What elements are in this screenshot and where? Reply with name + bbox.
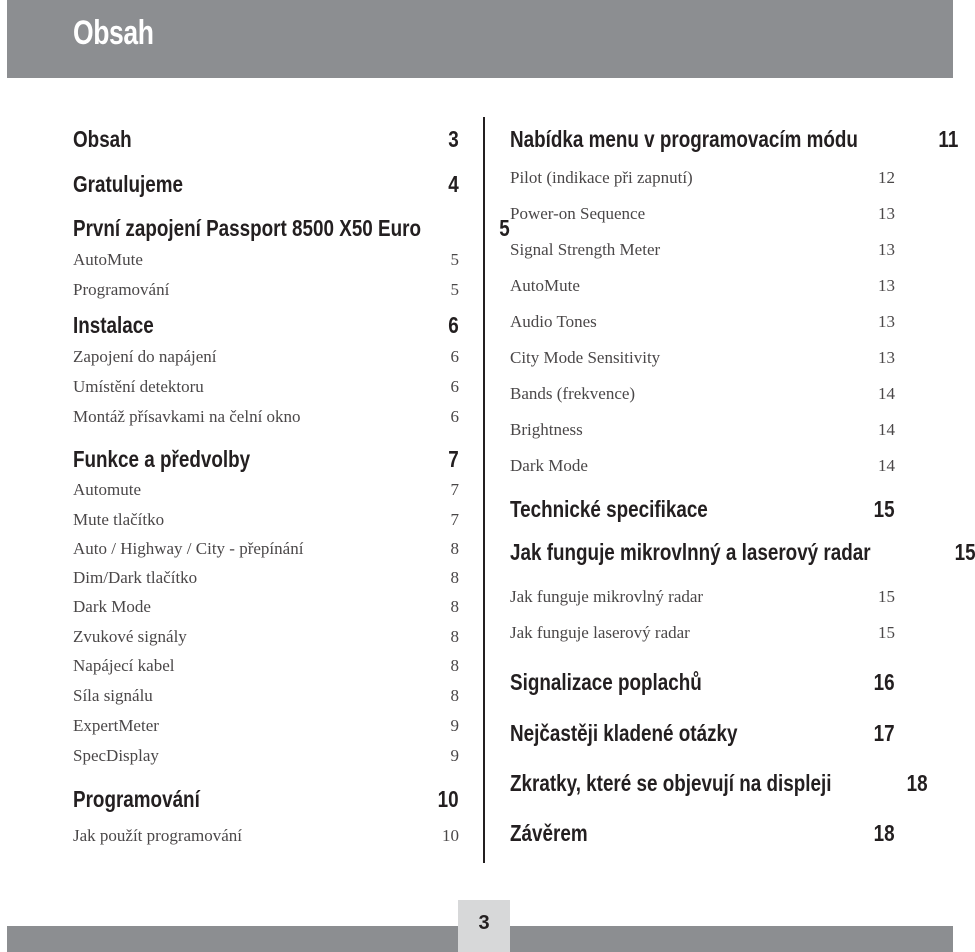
toc-entry-page: 6 [450,407,459,426]
toc-entry-page: 13 [878,312,895,331]
toc-entry-label: SpecDisplay [73,746,159,765]
toc-entry-label: City Mode Sensitivity [510,348,661,367]
toc-entry-page: 14 [878,384,895,403]
toc-subsection-entry [73,686,459,706]
toc-entry-label: Síla signálu [73,686,153,705]
toc-entry-label: Závěrem [510,820,588,846]
toc-entry-page: 15 [878,587,895,606]
toc-entry-page: 8 [450,568,459,587]
toc-subsection-entry [73,250,459,270]
toc-subsection-entry [73,627,459,647]
toc-entry-page: 11 [938,126,959,152]
toc-entry-label: Jak funguje mikrovlnný a laserový radar [510,539,871,565]
toc-entry-page: 15 [954,539,975,565]
toc-entry-page: 4 [448,171,459,197]
toc-entry-label: Instalace [73,312,154,338]
toc-entry-label: Nabídka menu v programovacím módu [510,126,858,152]
toc-subsection-entry [510,276,895,296]
toc-subsection-entry [510,623,895,643]
toc-entry-label: Mute tlačítko [73,510,165,529]
toc-entry-label: Signal Strength Meter [510,240,661,259]
toc-entry-page: 5 [499,215,511,241]
toc-subsection-entry [510,240,895,260]
toc-subsection-entry [73,716,459,736]
toc-entry-label: Dark Mode [73,597,151,616]
toc-entry-label: Funkce a předvolby [73,446,251,472]
toc-section-entry [510,126,959,153]
toc-entry-label: Jak funguje laserový radar [510,623,690,642]
toc-entry-page: 8 [450,656,459,675]
toc-section-entry [73,446,459,473]
toc-entry-label: Bands (frekvence) [510,384,636,403]
toc-entry-label: Dim/Dark tlačítko [73,568,198,587]
toc-entry-page: 3 [448,126,459,152]
toc-subsection-entry [73,746,459,766]
toc-entry-page: 8 [450,597,459,616]
toc-subsection-entry [73,568,459,588]
toc-section-entry [73,312,459,339]
toc-entry-page: 18 [874,820,895,846]
toc-subsection-entry [73,597,459,617]
toc-entry-label: Jak funguje mikrovlný radar [510,587,704,606]
toc-section-entry [510,720,895,747]
toc-subsection-entry [73,539,459,559]
toc-entry-label: Napájecí kabel [73,656,175,675]
toc-entry-label: Obsah [73,126,132,152]
toc-entry-page: 8 [450,686,459,705]
toc-entry-page: 15 [874,496,895,522]
toc-entry-label: Nejčastěji kladené otázky [510,720,738,746]
toc-subsection-entry [510,348,895,368]
page-number: 3 [478,912,490,934]
toc-entry-page: 10 [438,786,459,812]
toc-entry-label: Zapojení do napájení [73,347,217,366]
toc-section-entry [510,539,975,566]
toc-entry-label: Umístění detektoru [73,377,204,396]
toc-entry-label: Jak použít programování [73,826,243,845]
toc-entry-page: 10 [442,826,459,845]
toc-entry-page: 6 [450,347,459,366]
toc-entry-page: 9 [450,716,459,735]
toc-entry-page: 7 [450,510,459,529]
toc-entry-label: Signalizace poplachů [510,669,702,695]
toc-entry-page: 5 [450,250,459,269]
toc-subsection-entry [73,347,459,367]
toc-subsection-entry [510,420,895,440]
header-bar [7,0,953,78]
column-divider [483,117,485,863]
toc-subsection-entry [73,407,459,427]
toc-entry-label: Technické specifikace [510,496,708,522]
page-title: Obsah [73,14,154,52]
toc-entry-page: 6 [448,312,459,338]
toc-entry-page: 14 [878,420,895,439]
toc-subsection-entry [73,656,459,676]
toc-entry-page: 14 [878,456,895,475]
toc-entry-page: 7 [450,480,459,499]
toc-entry-page: 12 [878,168,895,187]
toc-entry-page: 8 [450,539,459,558]
toc-entry-label: První zapojení Passport 8500 X50 Euro [73,215,422,241]
toc-section-entry [73,786,459,813]
toc-subsection-entry [510,384,895,404]
toc-entry-label: Programování [73,786,200,812]
toc-section-entry [73,171,459,198]
page-number-box [458,900,510,952]
toc-entry-page: 9 [450,746,459,765]
toc-entry-page: 16 [874,669,895,695]
toc-section-entry [510,496,895,523]
toc-subsection-entry [510,312,895,332]
toc-entry-page: 7 [448,446,459,472]
toc-entry-page: 13 [878,240,895,259]
toc-entry-page: 17 [874,720,895,746]
toc-entry-page: 18 [906,770,928,796]
toc-entry-label: Zkratky, které se objevují na displeji [510,770,832,796]
toc-entry-label: Gratulujeme [73,171,184,197]
toc-entry-page: 6 [450,377,459,396]
toc-entry-label: Automute [73,480,141,499]
toc-subsection-entry [510,456,895,476]
toc-section-entry [73,126,459,153]
toc-entry-label: Auto / Highway / City - přepínání [73,539,304,558]
toc-section-entry [510,770,928,797]
toc-entry-page: 13 [878,276,895,295]
toc-section-entry [73,215,511,242]
toc-subsection-entry [510,204,895,224]
toc-entry-page: 5 [450,280,459,299]
toc-entry-label: Dark Mode [510,456,588,475]
toc-entry-page: 13 [878,204,895,223]
toc-section-entry [510,820,895,847]
toc-entry-label: Brightness [510,420,583,439]
toc-entry-label: Pilot (indikace při zapnutí) [510,168,693,187]
toc-entry-page: 15 [878,623,895,642]
toc-entry-page: 13 [878,348,895,367]
toc-entry-label: ExpertMeter [73,716,159,735]
toc-subsection-entry [510,587,895,607]
toc-subsection-entry [73,510,459,530]
toc-entry-label: AutoMute [73,250,143,269]
toc-subsection-entry [510,168,895,188]
toc-entry-label: Zvukové signály [73,627,187,646]
toc-entry-page: 8 [450,627,459,646]
toc-entry-label: AutoMute [510,276,580,295]
toc-subsection-entry [73,377,459,397]
toc-subsection-entry [73,826,459,846]
toc-entry-label: Power-on Sequence [510,204,646,223]
toc-subsection-entry [73,480,459,500]
toc-section-entry [510,669,895,696]
toc-entry-label: Audio Tones [510,312,597,331]
toc-subsection-entry [73,280,459,300]
toc-entry-label: Programování [73,280,170,299]
toc-entry-label: Montáž přísavkami na čelní okno [73,407,301,426]
